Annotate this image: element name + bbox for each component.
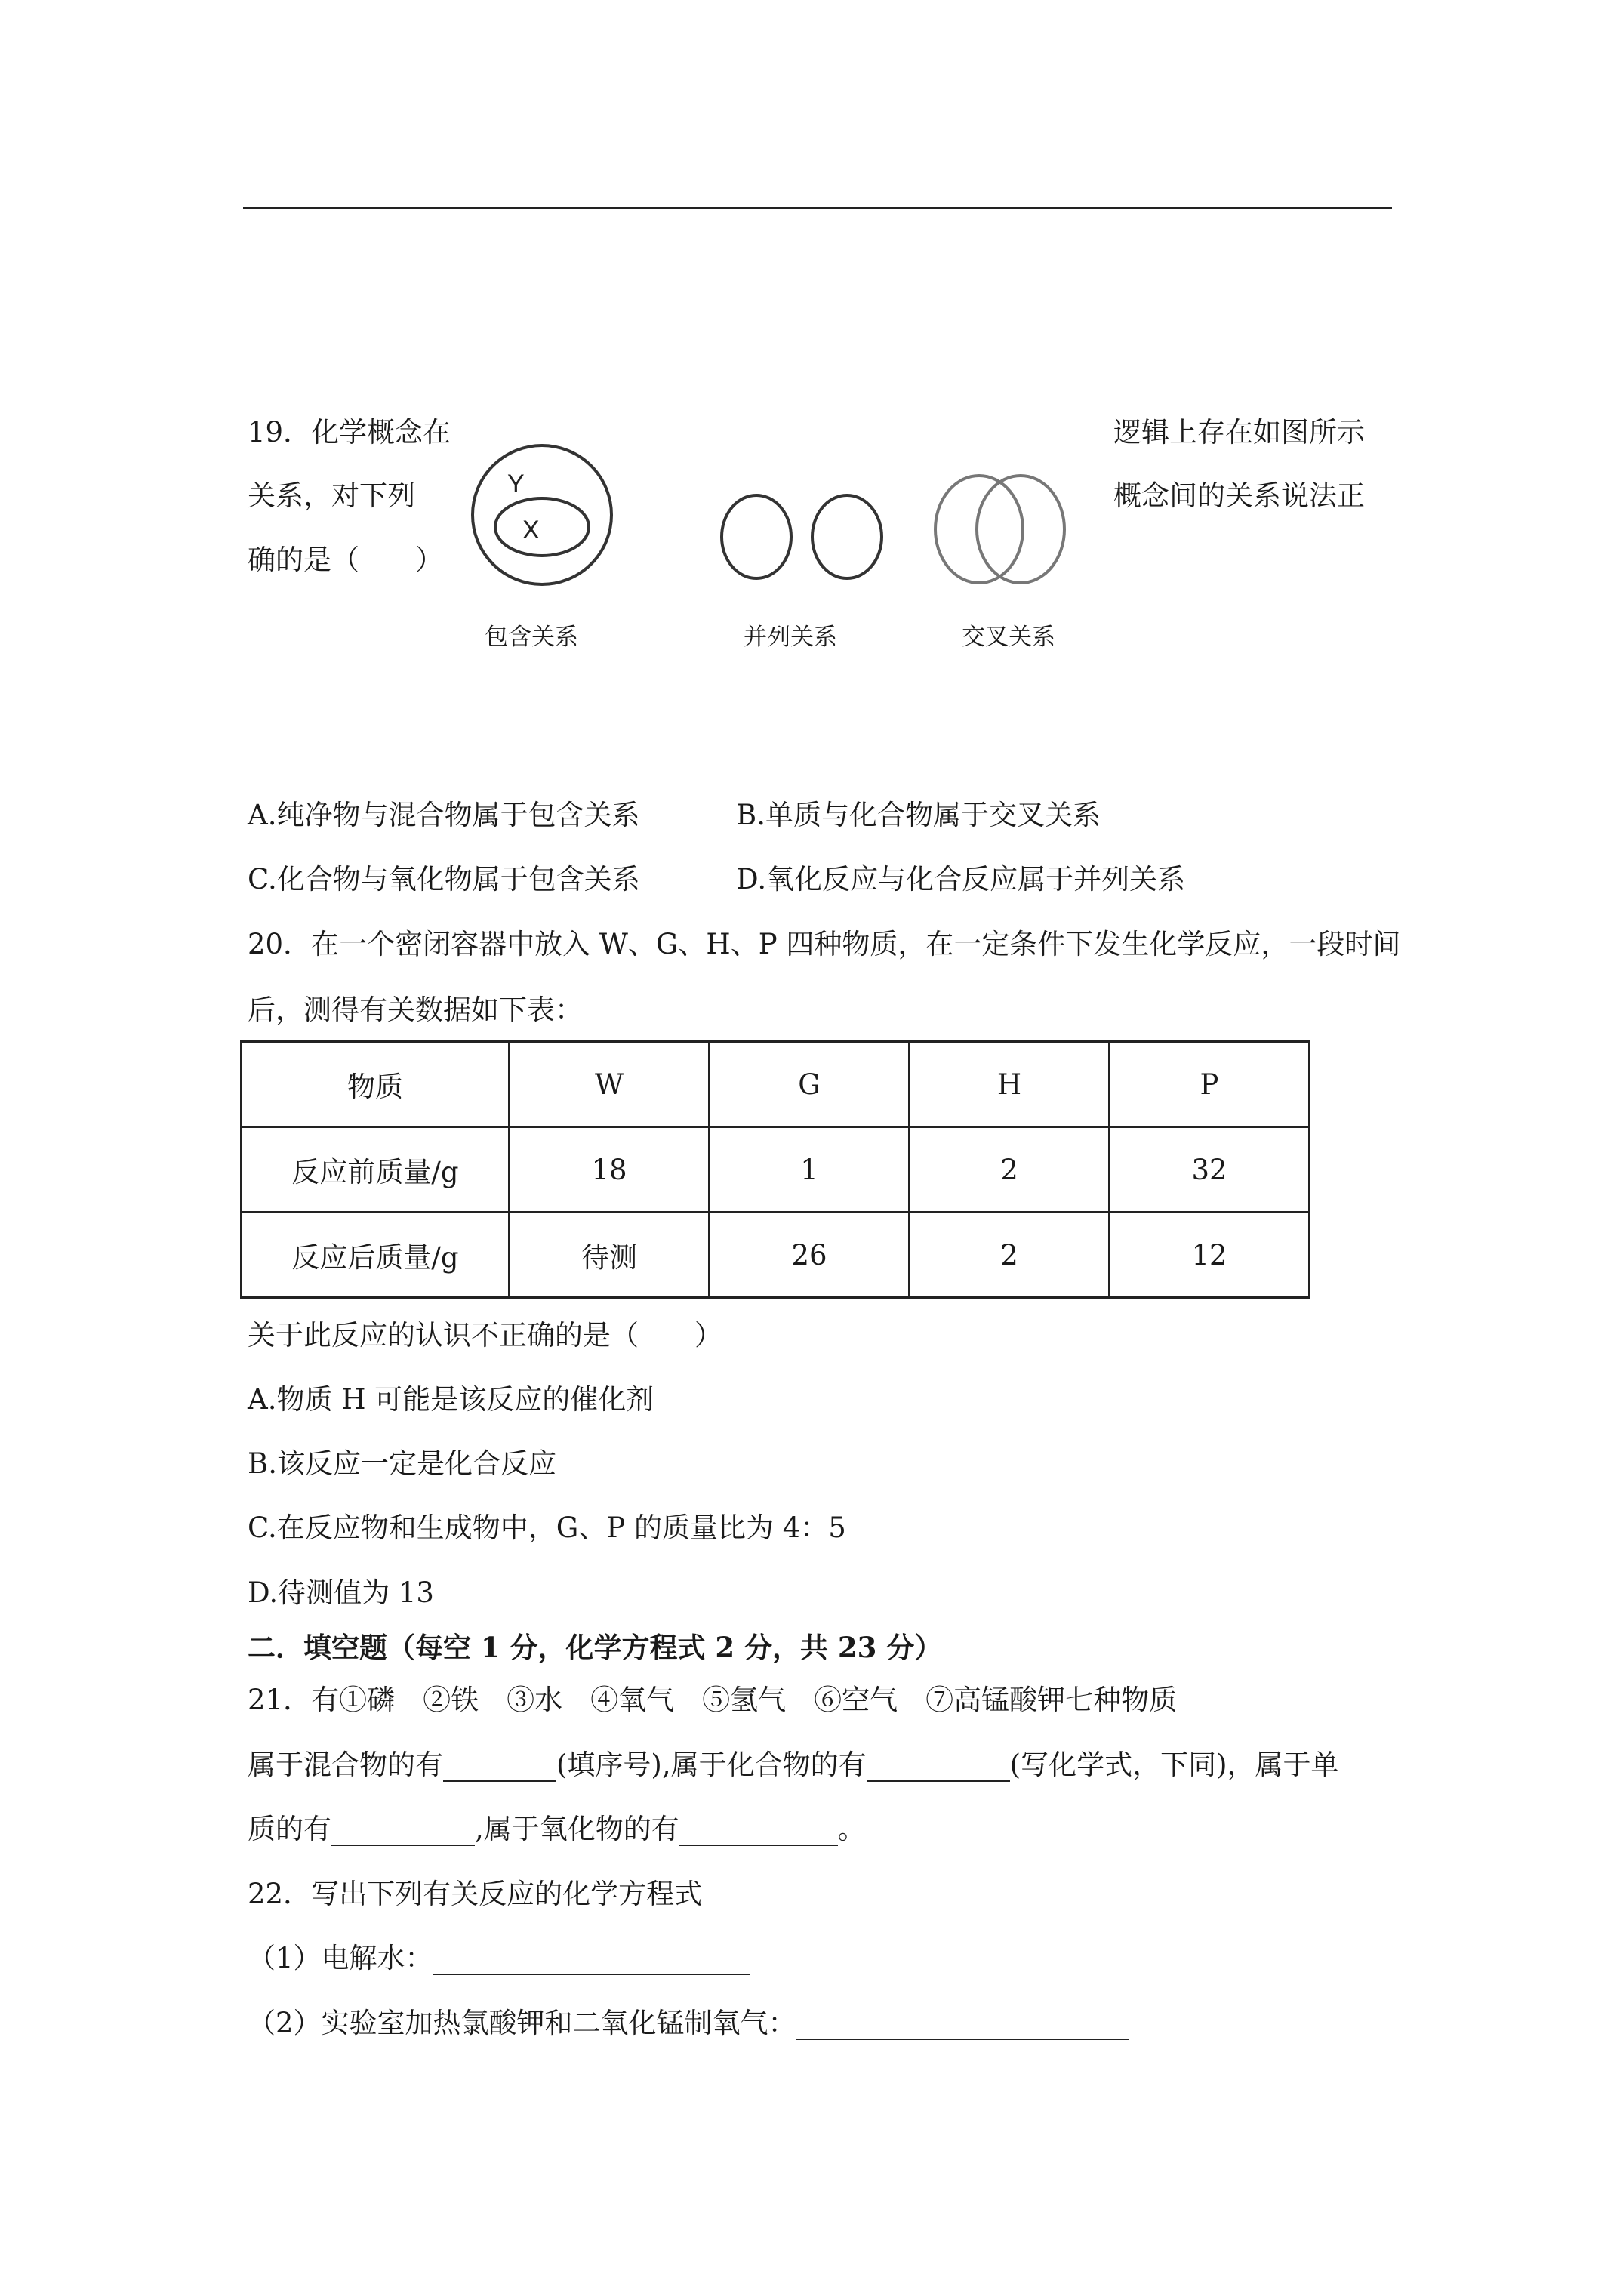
caption-cross: 交叉关系 [962,624,1055,651]
cross-diagram [935,476,1064,583]
q19-line1-left: 19．化学概念在 [248,416,451,448]
q20-option-d: D.待测值为 13 [248,1576,434,1609]
table-cell: 待测 [510,1213,710,1298]
table-cell: 1 [710,1127,910,1213]
q20-option-c: C.在反应物和生成物中，G、P 的质量比为 4：5 [248,1512,846,1544]
q21-text-end: 。 [837,1813,866,1845]
label-x: X [522,516,540,544]
q21-text-compound: (填序号),属于化合物的有 [556,1749,867,1781]
table-header-cell: P [1110,1042,1310,1127]
q19-option-a: A.纯净物与混合物属于包含关系 [248,799,640,831]
answer-blank-mixture[interactable] [443,1753,556,1782]
q21-text-mixture: 属于混合物的有 [248,1749,443,1781]
table-cell: 18 [510,1127,710,1213]
table-cell: 2 [910,1213,1110,1298]
q20-question: 关于此反应的认识不正确的是（ ） [248,1319,722,1351]
answer-blank-oxide[interactable] [679,1817,838,1846]
table-cell: 26 [710,1213,910,1298]
caption-inclusion: 包含关系 [485,624,578,651]
q20-stem-line2: 后，测得有关数据如下表： [248,994,583,1026]
q20-stem-line1: 20．在一个密闭容器中放入 W、G、H、P 四种物质，在一定条件下发生化学反应，一段时间 [248,928,1401,960]
q21-text-oxide: ,属于氧化物的有 [475,1813,679,1845]
q20-option-b: B.该反应一定是化合反应 [248,1447,556,1480]
q21-text-element: (写化学式，下同)，属于单 [1009,1749,1339,1781]
table-header-cell: W [510,1042,710,1127]
table-cell: 2 [910,1127,1110,1213]
table-header-cell: H [910,1042,1110,1127]
q19-line1-right: 逻辑上存在如图所示 [1113,416,1365,448]
table-row [242,1213,1310,1298]
q22-item2 [248,2007,1129,2040]
inclusion-diagram [473,445,611,584]
q20-option-a: A.物质 H 可能是该反应的催化剂 [248,1383,654,1416]
answer-blank-element[interactable] [331,1817,475,1846]
q21-line1 [248,1749,1339,1782]
q22-item1 [248,1942,750,1975]
answer-blank-electrolysis[interactable] [433,1946,750,1975]
section2-title: 二．填空题（每空 1 分，化学方程式 2 分，共 23 分） [248,1631,943,1664]
q21-line2 [248,1813,866,1846]
table-header-cell: G [710,1042,910,1127]
q21-stem: 21．有①磷 ②铁 ③水 ④氧气 ⑤氢气 ⑥空气 ⑦高锰酸钾七种物质 [248,1684,1178,1716]
mass-data-table [240,1040,1310,1299]
table-header-cell: 物质 [242,1042,510,1127]
q21-text-element-cont: 质的有 [248,1813,331,1845]
q22-stem: 22．写出下列有关反应的化学方程式 [248,1878,703,1910]
parallel-diagram [722,495,882,578]
table-row [242,1127,1310,1213]
q19-line3-left: 确的是（ ） [248,544,443,576]
answer-blank-compound[interactable] [867,1753,1010,1782]
q19-line2-right: 概念间的关系说法正 [1113,479,1365,512]
q19-option-d: D.氧化反应与化合反应属于并列关系 [736,863,1186,895]
q19-option-c: C.化合物与氧化物属于包含关系 [248,863,640,895]
table-header-row [242,1042,1310,1127]
caption-parallel: 并列关系 [744,624,837,651]
table-cell: 12 [1110,1213,1310,1298]
q19-option-b: B.单质与化合物属于交叉关系 [736,799,1101,831]
table-cell: 反应后质量/g [242,1213,510,1298]
header-rule [243,207,1392,209]
table-cell: 32 [1110,1127,1310,1213]
q22-item1-text: （1）电解水： [248,1942,433,1974]
label-y: Y [507,470,525,498]
answer-blank-chlorate[interactable] [796,2011,1129,2040]
q22-item2-text: （2）实验室加热氯酸钾和二氧化锰制氧气： [248,2007,796,2039]
table-cell: 反应前质量/g [242,1127,510,1213]
q19-line2-left: 关系，对下列 [248,479,415,512]
